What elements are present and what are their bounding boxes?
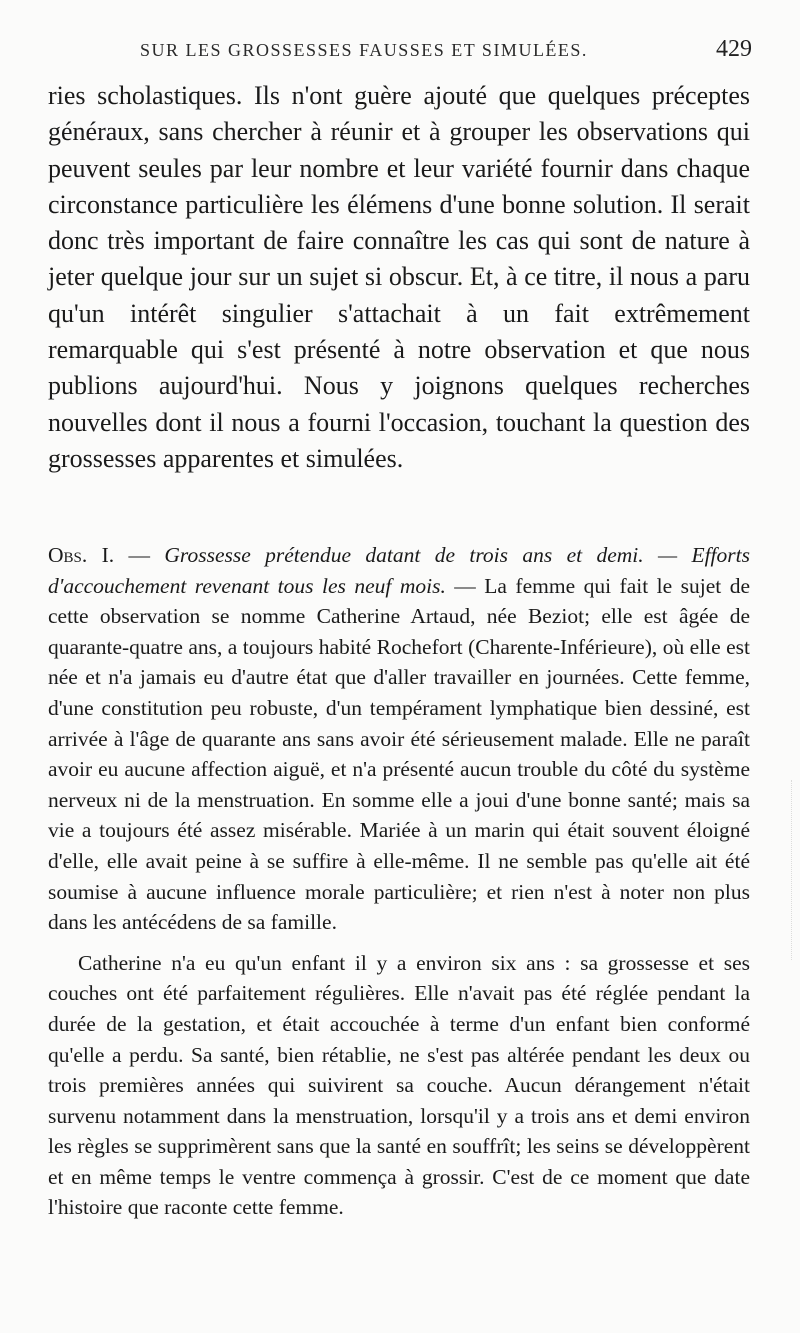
observation-section bbox=[48, 540, 750, 1223]
observation-first-paragraph bbox=[48, 540, 750, 938]
intro-paragraph: ries scholastiques. Ils n'ont guère ajouté que quelques préceptes généraux, sans chercher à réunir et à grouper les observations qui peuvent seules par leur nombre et leur variété fournir dans chaque circonstance particulière les élémens d'une bonne solution. Il serait donc très important de faire connaître les cas qui sont de nature à jeter quelque jour sur un sujet si obscur. Et, à ce titre, il nous a paru qu'un intérêt singulier s'attachait à un fait extrêmement remarquable qui s'est présenté à notre observation et que nous publions aujourd'hui. Nous y joignons quelques recherches nouvelles dont il nous a fourni l'occasion, touchant la question des grossesses apparentes et simulées. bbox=[48, 81, 750, 473]
page-header bbox=[50, 36, 752, 72]
observation-lead-dash: — bbox=[445, 573, 485, 598]
observation-dash: — bbox=[114, 543, 165, 567]
page-edge-shadow bbox=[791, 780, 800, 960]
page-number: 429 bbox=[716, 36, 752, 62]
observation-title: Grossesse prétendue datant de trois ans et demi. — Efforts d'accouchement revenant tous les neuf mois. bbox=[48, 543, 750, 598]
observation-first-text: La femme qui fait le sujet de cette observation se nomme Catherine Artaud, née Beziot; elle est âgée de quarante-quatre ans, a toujours habité Rochefort (Charente-Inférieure), où elle est née et n'a jamais eu d'autre état que d'aller travailler en journées. Cette femme, d'une constitution peu robuste, d'un tempérament lymphatique bien dessiné, est arrivée à l'âge de quarante ans sans avoir été sérieusement malade. Elle ne paraît avoir eu aucune affection aiguë, et n'a présenté aucun trouble du côté du système nerveux ni de la menstruation. En somme elle a joui d'une bonne santé; mais sa vie a toujours été assez misérable. Mariée à un marin qui était souvent éloigné d'elle, elle avait peine à se suffire à elle-même. Il ne semble pas qu'elle ait été soumise à aucune influence morale particulière; et rien n'est à noter non plus dans les antécédens de sa famille. bbox=[48, 573, 751, 935]
observation-second-paragraph: Catherine n'a eu qu'un enfant il y a environ six ans : sa grossesse et ses couches ont été parfaitement régulières. Elle n'avait pas été réglée pendant la durée de la gestation, et était accouchée à terme d'un enfant bien conformé qu'elle a perdu. Sa santé, bien rétablie, ne s'est pas altérée pendant les deux ou trois premières années qui suivirent sa couche. Aucun dérangement n'était survenu notamment dans la menstruation, lorsqu'il y a trois ans et demi environ les règles se supprimèrent sans que la santé en souffrît; les seins se développèrent et en même temps le ventre commença à grossir. C'est de ce moment que date l'histoire que raconte cette femme. bbox=[48, 950, 750, 1220]
observation-label: Obs. I. bbox=[48, 543, 115, 567]
running-title: SUR LES GROSSESSES FAUSSES ET SIMULÉES. bbox=[140, 40, 588, 60]
